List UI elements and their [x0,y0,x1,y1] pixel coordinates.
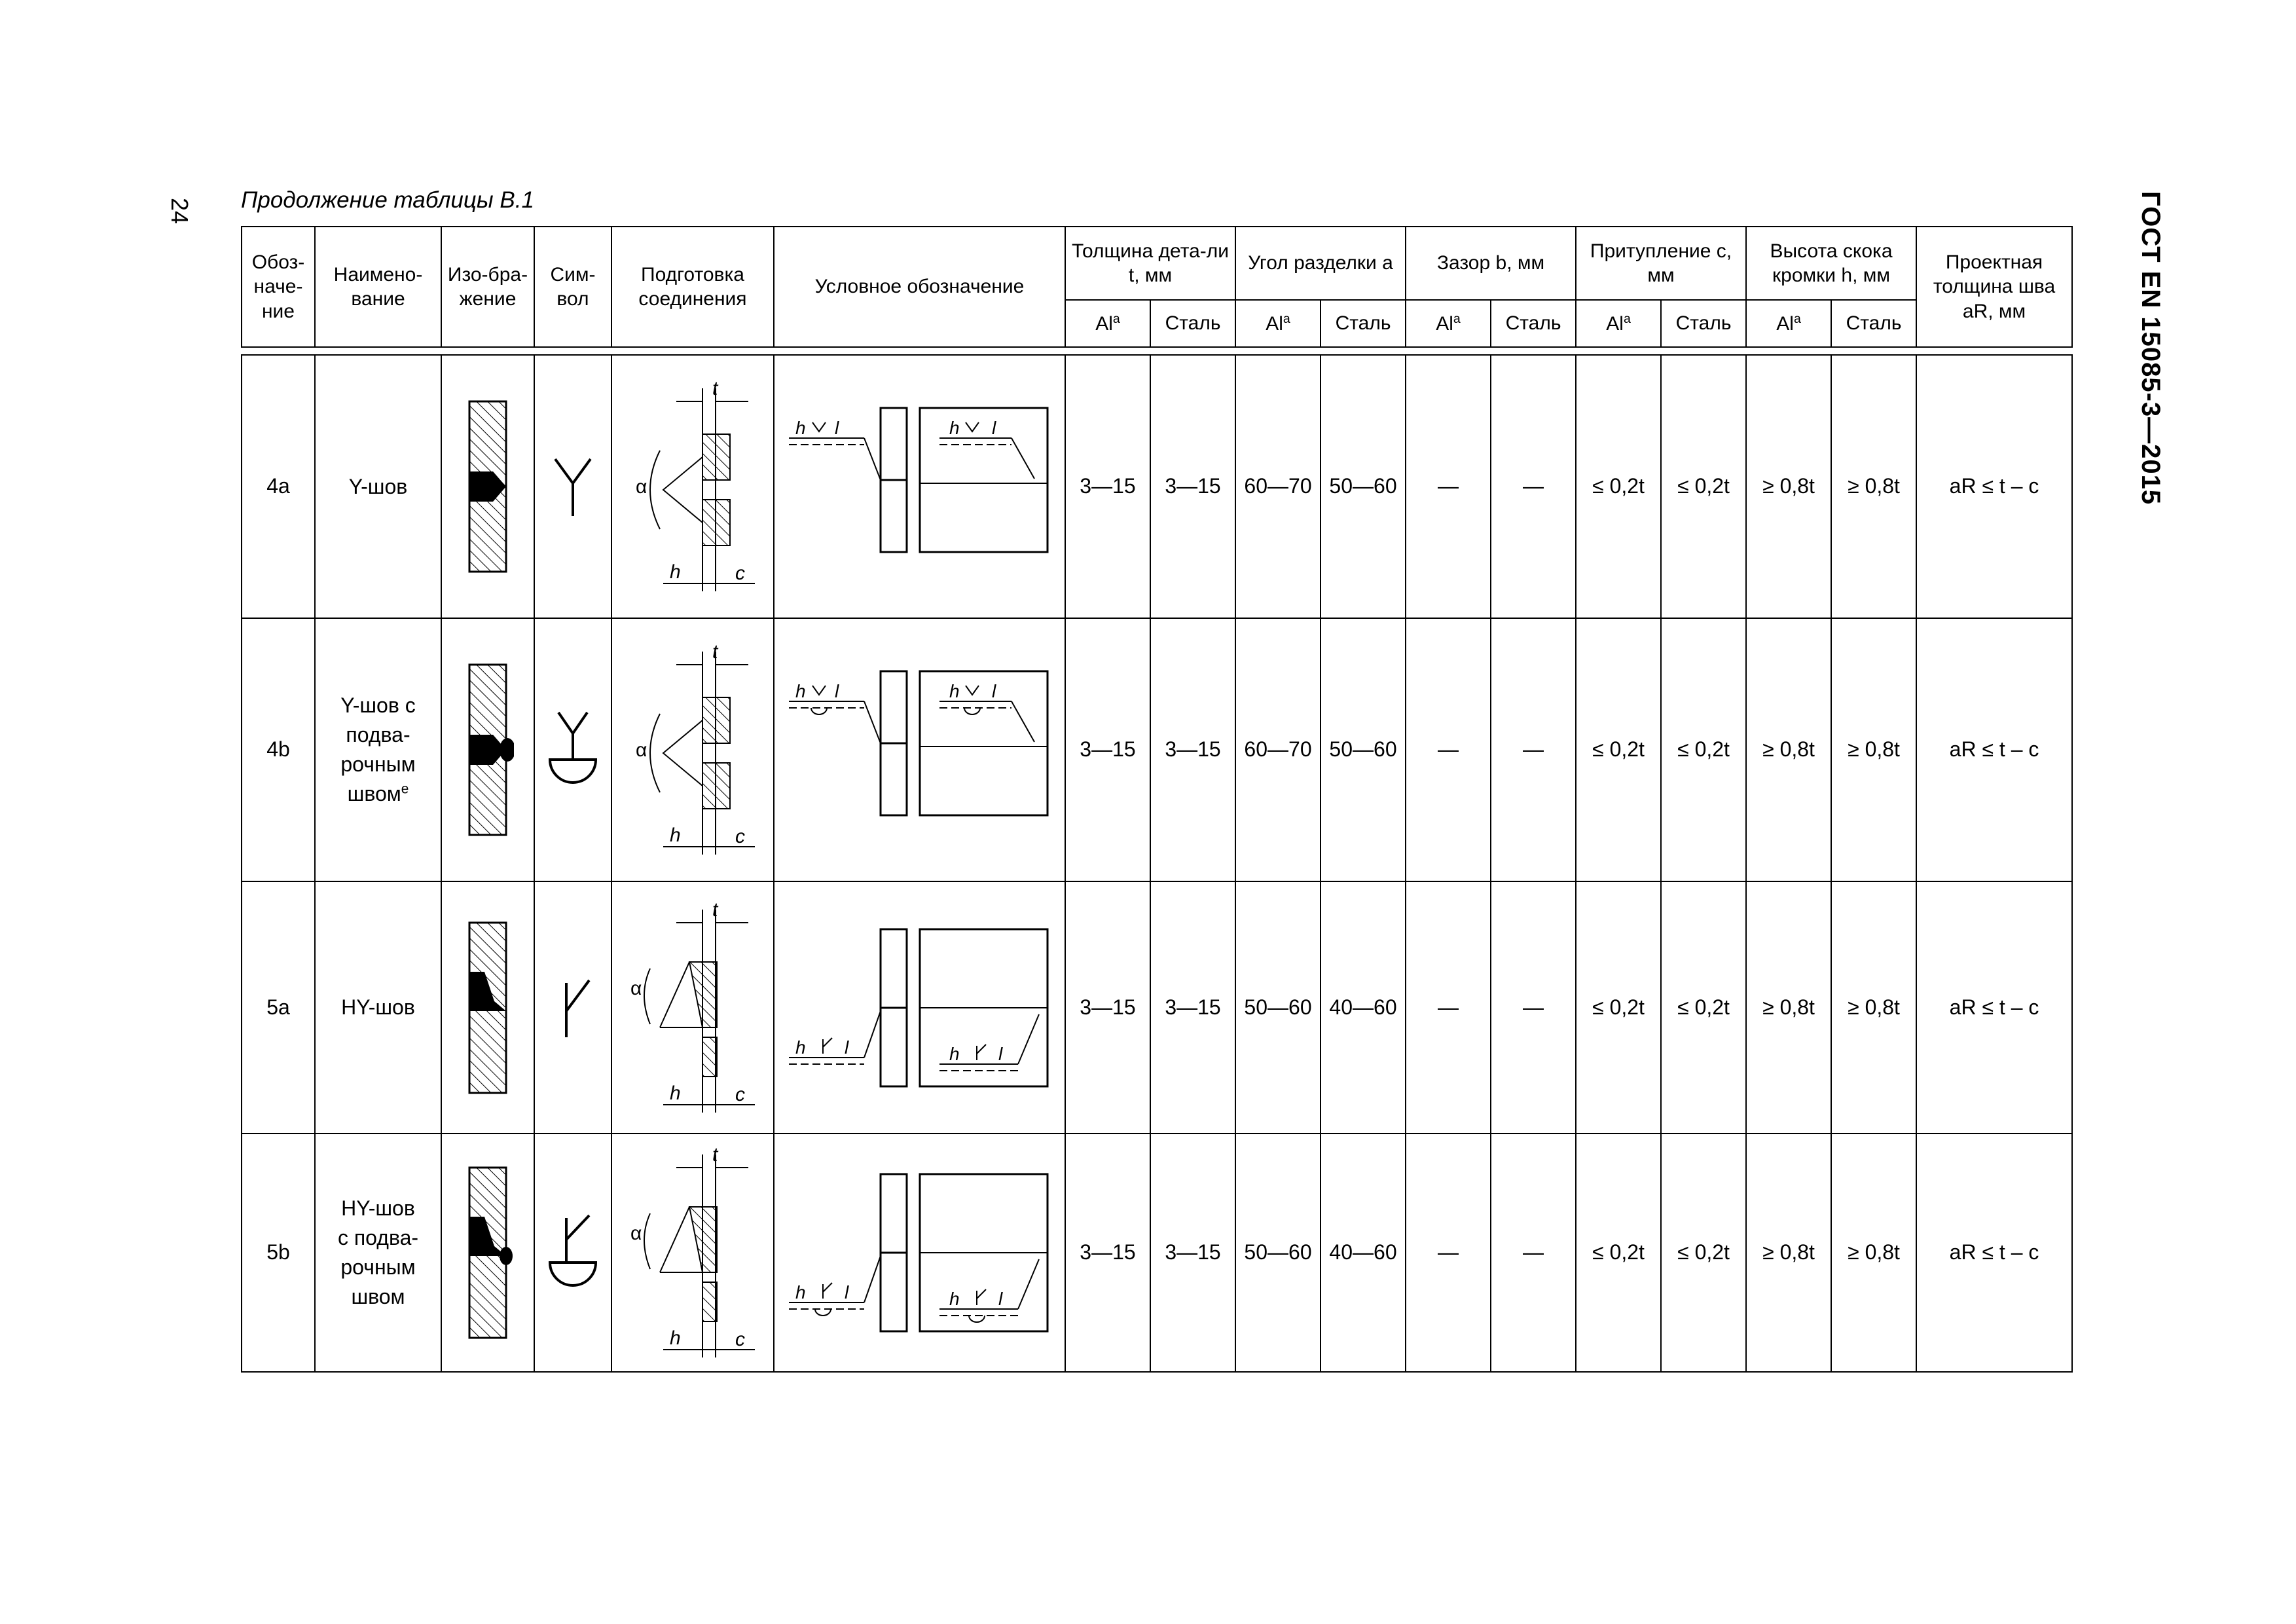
gap-steel: — [1491,1134,1576,1372]
weld-notation [774,355,1065,618]
bevel-steel: ≥ 0,8t [1831,355,1916,618]
svg-text:h: h [949,1043,960,1064]
weld-image [441,881,534,1134]
thickness-al: 3—15 [1065,1134,1150,1372]
joint-preparation [611,881,774,1134]
svg-text:α: α [630,977,642,999]
svg-text:h: h [949,1289,960,1309]
svg-text:c: c [735,826,745,847]
thickness-steel: 3—15 [1150,355,1235,618]
hy-weld-symbol-icon [550,975,596,1041]
gap-al: — [1406,881,1491,1134]
angle-al: 50—60 [1235,881,1321,1134]
row-designation: 4b [242,618,315,881]
sub-steel: Сталь [1150,300,1235,347]
header-design-throat [1916,227,2072,347]
svg-text:l: l [998,1289,1002,1309]
row-designation: 4a [242,355,315,618]
bevel-al: ≥ 0,8t [1746,881,1831,1134]
bevel-steel: ≥ 0,8t [1831,881,1916,1134]
row-name: Y-шов с подва- рочным швом$^e$ [315,618,441,881]
weld-image [441,1134,534,1372]
svg-text:h: h [795,1037,806,1058]
weld-section-icon [462,1164,514,1341]
joint-preparation-drawing-icon [624,1141,761,1364]
svg-text:h: h [949,418,960,438]
row-name: Y-шов [315,355,441,618]
sub-steel: Сталь [1321,300,1406,347]
svg-text:h: h [949,681,960,701]
bevel-al: ≥ 0,8t [1746,618,1831,881]
header-root-face: Притупление c, мм [1576,227,1746,300]
thickness-al: 3—15 [1065,355,1150,618]
svg-text:h: h [670,561,681,583]
design-throat: aR ≤ t – c [1916,618,2072,881]
sub-al: Al$^a$ [1406,300,1491,347]
bevel-steel: ≥ 0,8t [1831,1134,1916,1372]
header-preparation: Подготовка соединения [611,227,774,347]
gap-al: — [1406,355,1491,618]
thickness-al: 3—15 [1065,881,1150,1134]
angle-steel: 40—60 [1321,1134,1406,1372]
header-bevel-height: Высота скока кромки h, мм [1746,227,1916,300]
document-title: ГОСТ EN 15085-3—2015 [2136,191,2165,506]
design-throat: aR ≤ t – c [1916,1134,2072,1372]
svg-text:l: l [998,1043,1002,1064]
svg-text:c: c [735,1329,745,1350]
angle-steel: 40—60 [1321,881,1406,1134]
svg-text:α: α [630,1223,642,1244]
design-throat: aR ≤ t – c [1916,881,2072,1134]
svg-text:l: l [991,418,996,438]
root-steel: ≤ 0,2t [1661,881,1746,1134]
root-al: ≤ 0,2t [1576,618,1661,881]
gap-steel: — [1491,881,1576,1134]
svg-text:l: l [834,681,839,701]
hy-weld-backing-symbol-icon [547,1210,599,1295]
header-name: Наимено-вание [315,227,441,347]
angle-al: 60—70 [1235,355,1321,618]
weld-table [241,226,2073,1373]
y-weld-symbol-icon [550,454,596,519]
svg-text:t: t [712,1144,718,1166]
svg-text:h: h [795,418,806,438]
table-row [242,1134,2072,1372]
svg-text:l: l [844,1037,848,1058]
weld-symbol [534,881,611,1134]
page-number: 24 [166,198,193,225]
svg-text:h: h [795,1282,806,1302]
weld-notation [774,618,1065,881]
header-designation: Обоз-наче-ние [242,227,315,347]
weld-section-icon [462,398,514,575]
svg-text:α: α [636,476,647,498]
weld-notation-drawing-icon [782,665,1057,835]
sub-steel: Сталь [1831,300,1916,347]
svg-text:t: t [712,378,718,399]
sub-steel: Сталь [1491,300,1576,347]
joint-preparation-drawing-icon [624,638,761,861]
bevel-steel: ≥ 0,8t [1831,618,1916,881]
svg-text:h: h [670,824,681,846]
weld-notation-drawing-icon [782,1168,1057,1338]
header-design-throat-text: Проектная толщина шва [1933,251,2056,298]
svg-text:c: c [735,1083,745,1105]
y-weld-backing-symbol-icon [547,707,599,792]
weld-image [441,618,534,881]
bevel-al: ≥ 0,8t [1746,355,1831,618]
root-al: ≤ 0,2t [1576,881,1661,1134]
header-notation: Условное обозначение [774,227,1065,347]
svg-text:t: t [712,898,718,921]
header-gap: Зазор b, мм [1406,227,1576,300]
angle-steel: 50—60 [1321,618,1406,881]
table-row [242,618,2072,881]
header-row [242,227,2072,300]
thickness-al: 3—15 [1065,618,1150,881]
row-name: HY-шов с подва- рочным швом [315,1134,441,1372]
weld-notation-drawing-icon [782,923,1057,1093]
joint-preparation [611,1134,774,1372]
bevel-al: ≥ 0,8t [1746,1134,1831,1372]
weld-notation-drawing-icon [782,401,1057,572]
weld-notation [774,881,1065,1134]
weld-section-icon [462,661,514,838]
svg-text:h: h [670,1082,681,1104]
joint-preparation-drawing-icon [624,375,761,598]
weld-section-icon [462,919,514,1096]
thickness-steel: 3—15 [1150,881,1235,1134]
joint-preparation [611,355,774,618]
table-caption: Продолжение таблицы В.1 [241,187,534,213]
weld-notation [774,1134,1065,1372]
gap-steel: — [1491,355,1576,618]
root-al: ≤ 0,2t [1576,1134,1661,1372]
row-designation: 5a [242,881,315,1134]
gap-al: — [1406,618,1491,881]
gap-steel: — [1491,618,1576,881]
table-row [242,881,2072,1134]
weld-symbol [534,618,611,881]
root-steel: ≤ 0,2t [1661,355,1746,618]
svg-text:α: α [636,739,647,761]
header-design-throat-formula: aR, мм [1962,300,2026,322]
design-throat: aR ≤ t – c [1916,355,2072,618]
svg-text:h: h [670,1327,681,1349]
thickness-steel: 3—15 [1150,1134,1235,1372]
header-symbol: Сим-вол [534,227,611,347]
svg-text:t: t [712,641,718,663]
header-separator [242,347,2072,355]
thickness-steel: 3—15 [1150,618,1235,881]
gap-al: — [1406,1134,1491,1372]
svg-text:l: l [991,681,996,701]
joint-preparation-drawing-icon [624,896,761,1119]
svg-text:h: h [795,681,806,701]
header-thickness: Толщина дета-ли t, мм [1065,227,1235,300]
root-steel: ≤ 0,2t [1661,1134,1746,1372]
joint-preparation [611,618,774,881]
weld-symbol [534,355,611,618]
weld-image [441,355,534,618]
table-row [242,355,2072,618]
sub-al: Al$^a$ [1235,300,1321,347]
root-steel: ≤ 0,2t [1661,618,1746,881]
sub-al: Al$^a$ [1065,300,1150,347]
svg-text:l: l [834,418,839,438]
header-image: Изо-бра-жение [441,227,534,347]
angle-steel: 50—60 [1321,355,1406,618]
svg-text:l: l [844,1282,848,1302]
sub-steel: Сталь [1661,300,1746,347]
svg-text:c: c [735,563,745,584]
row-name: HY-шов [315,881,441,1134]
root-al: ≤ 0,2t [1576,355,1661,618]
weld-symbol [534,1134,611,1372]
angle-al: 50—60 [1235,1134,1321,1372]
sub-al: Al$^a$ [1576,300,1661,347]
angle-al: 60—70 [1235,618,1321,881]
row-designation: 5b [242,1134,315,1372]
header-angle: Угол разделки a [1235,227,1406,300]
sub-al: Al$^a$ [1746,300,1831,347]
